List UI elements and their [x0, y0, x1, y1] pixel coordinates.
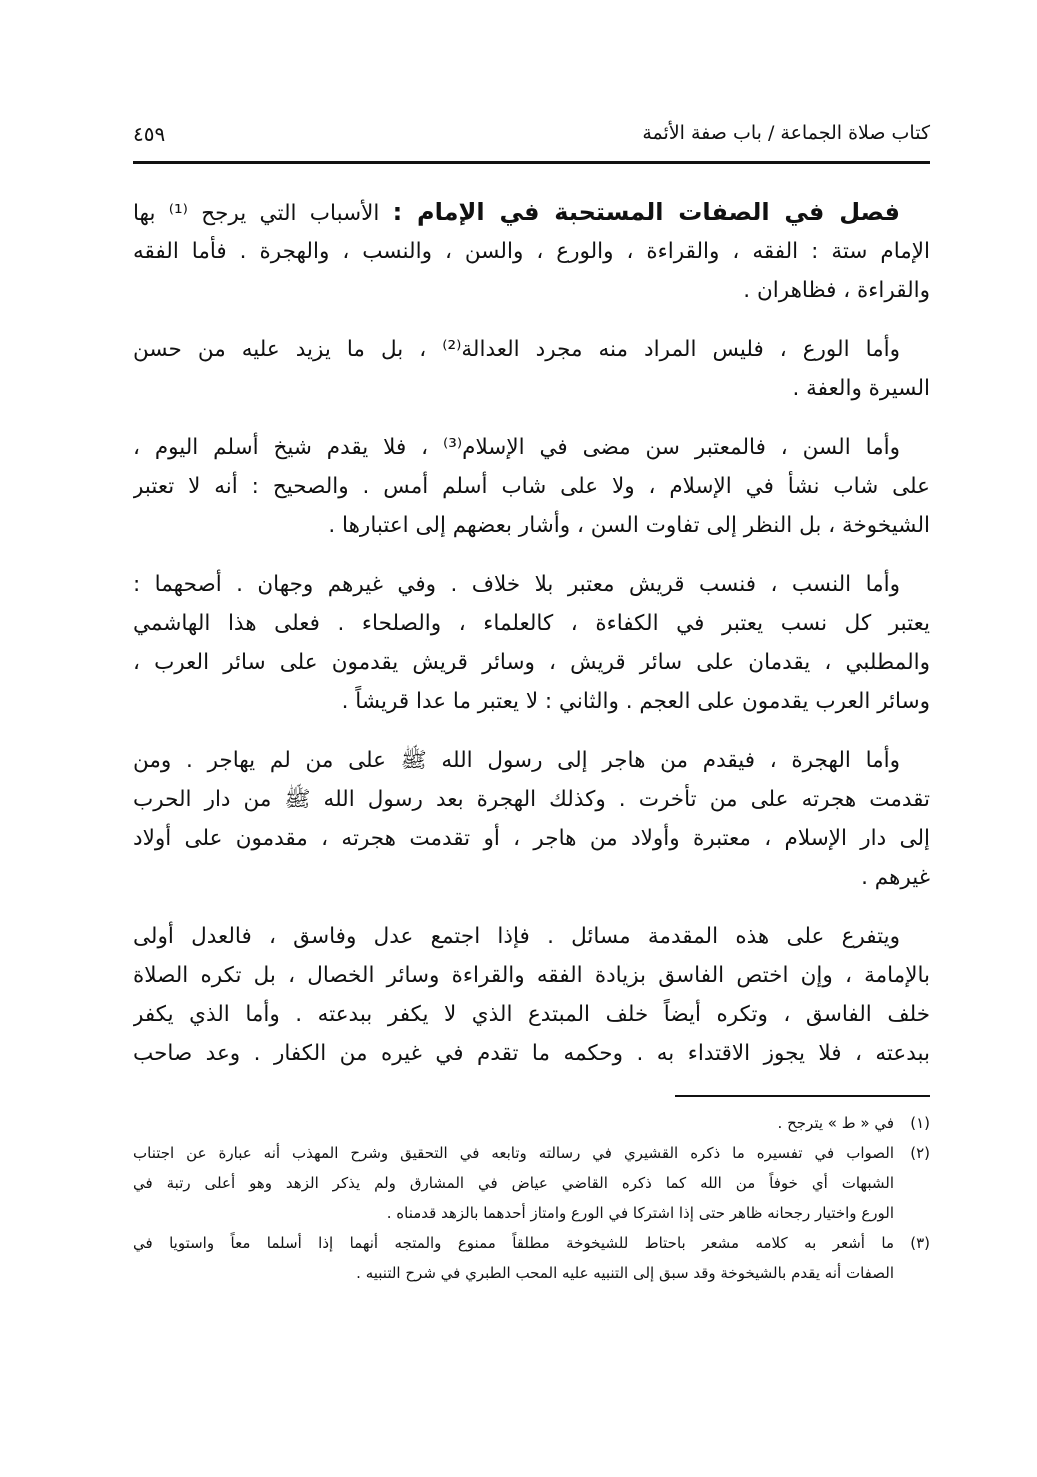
line-text: خلف الفاسق ، وتكره أيضاً خلف المبتدع الذي لا يكفر ببدعته . وأما الذي يكفر: [133, 1002, 930, 1027]
footnote-number: (٢): [910, 1144, 930, 1162]
footnote-number: (١): [910, 1114, 930, 1132]
paragraph: [133, 193, 930, 310]
line-text: ويتفرع على هذه المقدمة مسائل . فإذا اجتمع عدل وفاسق ، فالعدل أولى: [133, 924, 900, 949]
footnote-line: الورع واختيار رجحانه ظاهر حتى إذا اشتركا في الورع وامتاز أحدهما بالزهد قدمناه .: [386, 1204, 894, 1222]
line-text: والقراءة ، فظاهران .: [743, 278, 930, 303]
header-rule: [133, 161, 930, 164]
main-text: [133, 193, 930, 1093]
line-text: الأسباب التي يرجح ⁽¹⁾ بها: [133, 201, 380, 226]
line-text: تقدمت هجرته على من تأخرت . وكذلك الهجرة بعد رسول الله ﷺ من دار الحرب: [133, 787, 930, 812]
line-text: السيرة والعفة .: [792, 376, 930, 401]
text-line: [133, 428, 930, 467]
paragraph: [133, 741, 930, 897]
text-line: [133, 467, 930, 506]
text-line: [133, 506, 930, 545]
line-text: الشيخوخة ، بل النظر إلى تفاوت السن ، وأشار بعضهم إلى اعتبارها .: [328, 513, 930, 538]
text-line: [133, 819, 930, 858]
line-text: وأما النسب ، فنسب قريش معتبر بلا خلاف . وفي غيرهم وجهان . أصحهما :: [133, 572, 900, 597]
text-line: [133, 917, 930, 956]
footnote-line: الصفات أنه يقدم بالشيخوخة وقد سبق إلى التنبيه عليه المحب الطبري في شرح التنبيه .: [356, 1264, 894, 1282]
line-text: الإمام ستة : الفقه ، والقراءة ، والورع ، والسن ، والنسب ، والهجرة . فأما الفقه: [133, 239, 930, 264]
line-text: ببدعته ، فلا يجوز الاقتداء به . وحكمه ما تقدم في غيره من الكفار . وعد صاحب: [133, 1041, 930, 1066]
footnote-rule: [675, 1095, 930, 1097]
text-line: [133, 995, 930, 1034]
footnote-line: الشبهات أي خوفاً من الله كما ذكره القاضي عياض في المشارق ولم يذكر الزهد وهو أعلى رتبة في: [133, 1174, 894, 1192]
footnote-line: الصواب في تفسيره ما ذكره القشيري في رسالته وتابعه في التحقيق وشرح المهذب أنه عبارة عن اجتناب: [133, 1144, 894, 1162]
paragraph: [133, 330, 930, 408]
text-line: [133, 565, 930, 604]
page-number: ٤٥٩: [133, 122, 166, 146]
paragraph: [133, 428, 930, 545]
footnote-line: في « ط » يترجح .: [777, 1114, 894, 1132]
text-line: [133, 956, 930, 995]
text-line: [133, 858, 930, 897]
line-text: وسائر العرب يقدمون على العجم . والثاني : لا يعتبر ما عدا قريشاً .: [341, 689, 930, 714]
running-title: كتاب صلاة الجماعة / باب صفة الأئمة: [642, 122, 930, 144]
footnote: [133, 1228, 930, 1288]
line-text: على شاب نشأ في الإسلام ، ولا على شاب أسلم أمس . والصحيح : أنه لا تعتبر: [133, 474, 930, 499]
text-line: [133, 741, 930, 780]
page-header: [133, 122, 930, 152]
footnote-number: (٣): [910, 1234, 930, 1252]
line-text: وأما الورع ، فليس المراد منه مجرد العدالة⁽²⁾ ، بل ما يزيد عليه من حسن: [133, 337, 900, 362]
line-text: وأما الهجرة ، فيقدم من هاجر إلى رسول الله ﷺ على من لم يهاجر . ومن: [133, 748, 900, 773]
paragraph: [133, 565, 930, 721]
text-line: [133, 604, 930, 643]
line-text: يعتبر كل نسب يعتبر في الكفاءة ، كالعلماء ، والصلحاء . فعلى هذا الهاشمي: [133, 611, 930, 636]
line-text: بالإمامة ، وإن اختص الفاسق بزيادة الفقه والقراءة وسائر الخصال ، بل تكره الصلاة: [133, 963, 930, 988]
footnotes: [133, 1108, 930, 1288]
line-text: غيرهم .: [861, 865, 930, 890]
text-line: [133, 780, 930, 819]
text-line: [133, 369, 930, 408]
text-line: [133, 232, 930, 271]
text-line: [133, 271, 930, 310]
text-line: [133, 682, 930, 721]
footnote-line: ما أشعر به كلامه مشعر باحتاط للشيخوخة مطلقاً ممنوع والمتجه أنهما إذا أسلما معاً واستويا في: [133, 1234, 894, 1252]
footnote: [133, 1138, 930, 1228]
paragraph: [133, 917, 930, 1073]
section-heading: فصل في الصفات المستحبة في الإمام :: [392, 198, 900, 226]
text-line: [133, 1034, 930, 1073]
text-line: [133, 193, 930, 232]
line-text: إلى دار الإسلام ، معتبرة وأولاد من هاجر ، أو تقدمت هجرته ، مقدمون على أولاد: [133, 826, 930, 851]
text-line: [133, 330, 930, 369]
text-line: [133, 643, 930, 682]
line-text: والمطلبي ، يقدمان على سائر قريش ، وسائر قريش يقدمون على سائر العرب ،: [133, 650, 930, 675]
footnote: [133, 1108, 930, 1138]
line-text: وأما السن ، فالمعتبر سن مضى في الإسلام⁽³⁾ ، فلا يقدم شيخ أسلم اليوم ،: [133, 435, 900, 460]
